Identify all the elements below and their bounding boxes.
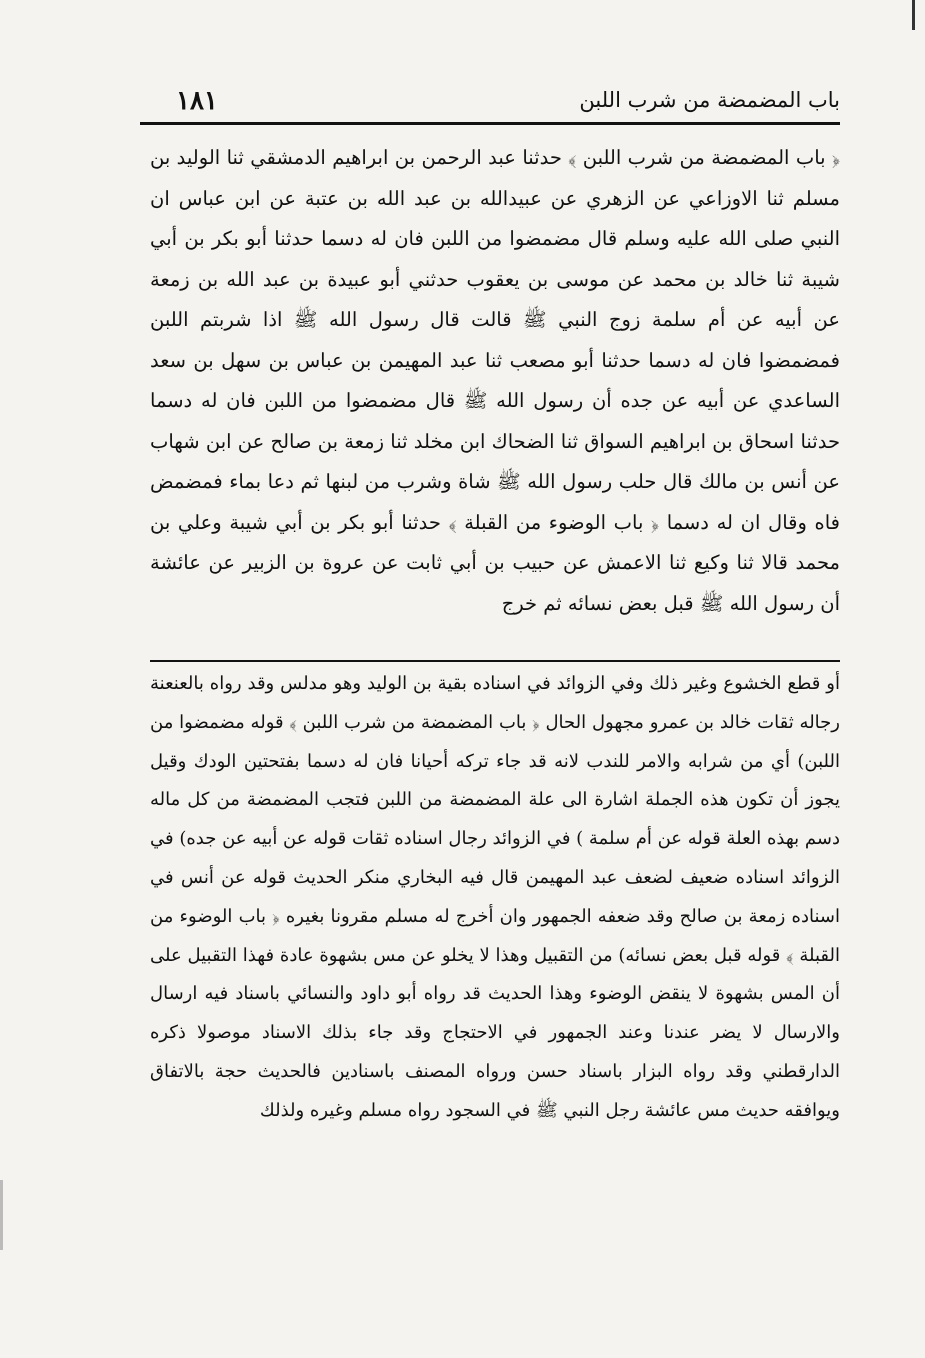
- page-number: ١٨١: [176, 86, 218, 116]
- commentary-text: أو قطع الخشوع وغير ذلك وفي الزوائد في اسناده بقية بن الوليد وهو مدلس وقد رواه بالعنعنة رجاله ثقات خالد بن عمرو مجهول الحال ﴿ باب المضمضة من شرب اللبن ﴾ قوله مضمضوا من اللبن) أي من شرابه والامر للندب لانه قد جاء تركه أحيانا فان له دسما بفتحتين الودك وقيل يجوز أن تكون هذه الجملة اشارة الى علة المضمضة من اللبن فتجب المضمضة من كل ماله دسم بهذه العلة قوله عن أم سلمة ) في الزوائد رجال اسناده ثقات قوله عن أبيه عن جده) في الزوائد اسناده ضعيف لضعف عبد المهيمن قال فيه البخاري منكر الحديث قوله عن أنس في اسناده زمعة بن صالح وقد ضعفه الجمهور وان أخرج له مسلم مقرونا بغيره ﴿ باب الوضوء من القبلة ﴾ قوله قبل بعض نسائه) من التقبيل وهذا لا يخلو عن مس بشهوة عادة فهذا التقبيل على أن المس بشهوة لا ينقض الوضوء وهذا الحديث قد رواه أبو داود والنسائي باسناد فيه ارسال والارسال لا يضر عندنا وعند الجمهور في الاحتجاج وقد جاء بذلك الاسناد موصولا ذكره الدارقطني وقد رواه البزار باسناد حسن ورواه المصنف باسنادين فالحديث حجة بالاتفاق ويوافقه حديث مس عائشة رجل النبي ﷺ في السجود رواه مسلم وغيره ولذلك: [150, 673, 840, 1121]
- main-hadith-text: ﴿ باب المضمضة من شرب اللبن ﴾ حدثنا عبد الرحمن بن ابراهيم الدمشقي ثنا الوليد بن مسلم ثنا الاوزاعي عن الزهري عن عبيدالله بن عبد الله بن عتبة عن ابن عباس ان النبي صلى الله عليه وسلم قال مضمضوا من اللبن فان له دسما حدثنا أبو بكر بن أبي شيبة ثنا خالد بن محمد عن موسى بن يعقوب حدثني أبو عبيدة بن عبد الله بن زمعة عن أبيه عن أم سلمة زوج النبي ﷺ قالت قال رسول الله ﷺ اذا شربتم اللبن فمضمضوا فان له دسما حدثنا أبو مصعب ثنا عبد المهيمن بن عباس بن سهل بن سعد الساعدي عن أبيه عن جده أن رسول الله ﷺ قال مضمضوا من اللبن فان له دسما حدثنا اسحاق بن ابراهيم السواق ثنا الضحاك ابن مخلد ثنا زمعة بن صالح عن ابن شهاب عن أنس بن مالك قال حلب رسول الله ﷺ شاة وشرب من لبنها ثم دعا بماء فمضمض فاه وقال ان له دسما ﴿ باب الوضوء من القبلة ﴾ حدثنا أبو بكر بن أبي شيبة وعلي بن محمد قالا ثنا وكيع ثنا الاعمش عن حبيب بن أبي ثابت عن عروة بن الزبير عن عائشة أن رسول الله ﷺ قبل بعض نسائه ثم خرج: [150, 146, 841, 615]
- running-title: باب المضمضة من شرب اللبن: [579, 88, 840, 112]
- footnote-divider: [150, 660, 840, 662]
- scan-edge-mark: [912, 0, 915, 30]
- header-rule: [140, 122, 840, 125]
- page-header: [140, 84, 840, 124]
- scan-edge-shadow: [0, 1180, 3, 1250]
